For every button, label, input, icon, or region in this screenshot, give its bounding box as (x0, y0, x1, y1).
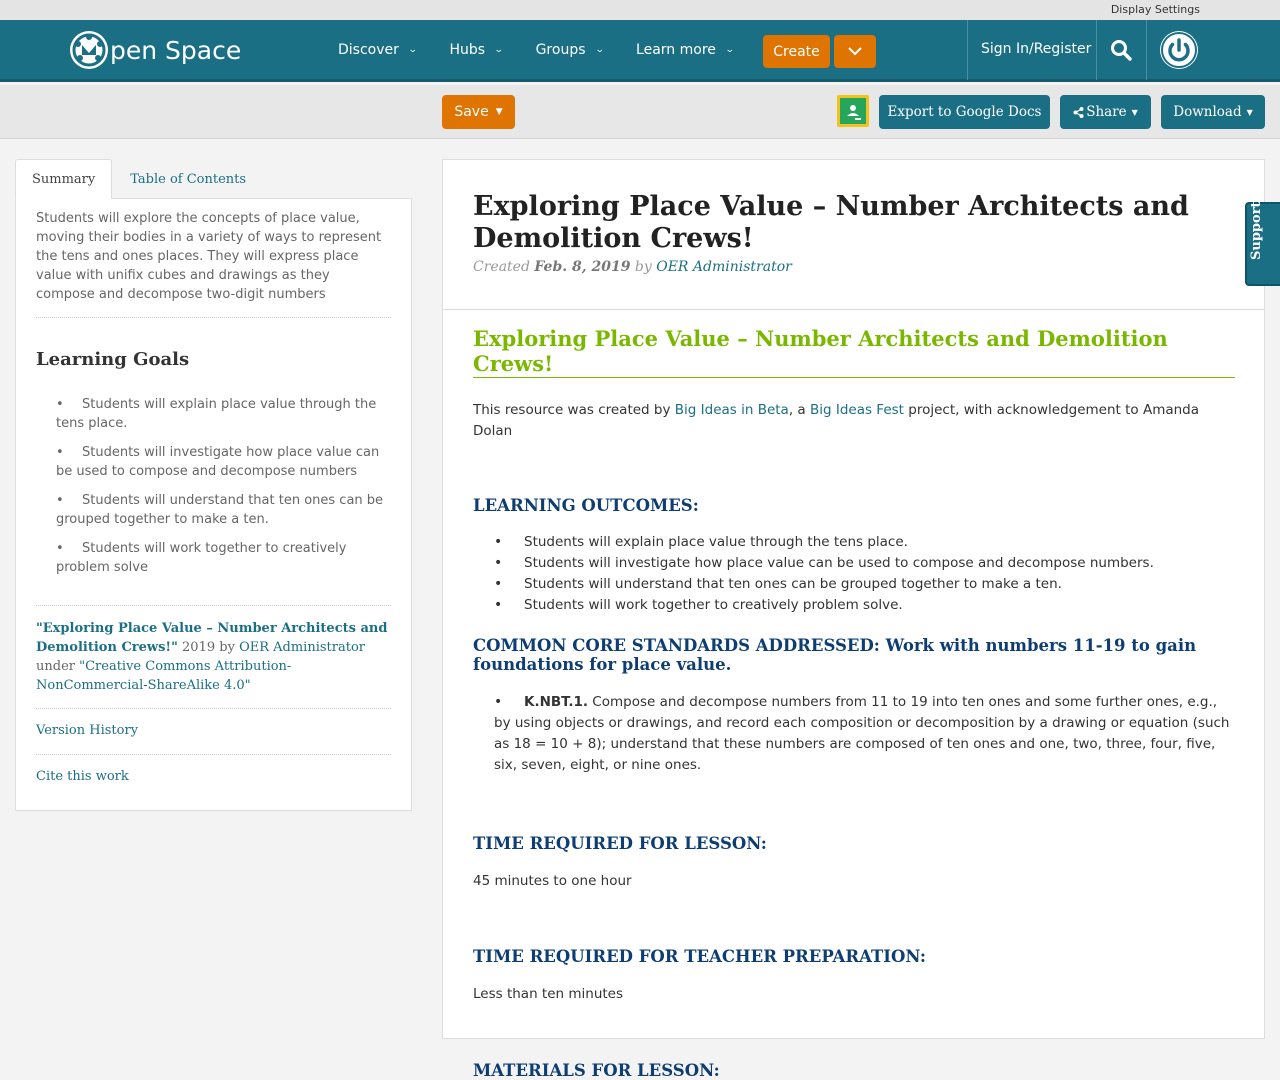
nav-links (338, 42, 766, 58)
caret-down-icon: ▼ (1131, 107, 1138, 117)
resource-toolbar (0, 85, 1280, 139)
materials-heading: MATERIALS FOR LESSON: (473, 1061, 720, 1080)
save-button-label: Save (454, 104, 489, 120)
license-link[interactable]: "Creative Commons Attribution-NonCommercial-ShareAlike 4.0" (36, 659, 292, 693)
share-icon (1073, 107, 1084, 118)
time-text: 45 minutes to one hour (473, 873, 632, 889)
author-link[interactable]: OER Administrator (656, 259, 792, 275)
intro-text: This resource was created by (473, 402, 675, 418)
export-google-docs-button[interactable]: Export to Google Docs (879, 95, 1050, 129)
learning-goals-list (56, 395, 391, 587)
standards-heading: COMMON CORE STANDARDS ADDRESSED: Work with numbers 11-19 to gain foundations for place value. (473, 636, 1197, 674)
created-date: Feb. 8, 2019 (534, 259, 631, 275)
main-navbar (0, 20, 1280, 82)
attribution-author-link[interactable]: OER Administrator (239, 640, 365, 655)
nav-hubs[interactable] (449, 42, 502, 58)
big-ideas-fest-link[interactable]: Big Ideas Fest (809, 402, 904, 418)
nav-divider (967, 20, 968, 80)
nav-discover-label: Discover (338, 42, 399, 58)
resource-body (473, 326, 1235, 1080)
create-dropdown-button[interactable] (834, 35, 876, 68)
sign-in-link[interactable]: Sign In/Register (981, 41, 1092, 57)
big-ideas-in-beta-link[interactable]: Big Ideas in Beta (674, 402, 789, 418)
nav-learn-more-label: Learn more (636, 42, 716, 58)
list-item: • Students will understand that ten ones can be grouped together to make a ten. (56, 491, 391, 529)
utility-bar (0, 0, 1280, 20)
divider (36, 605, 391, 606)
intro-text: project, with acknowledgement to Amanda Dolan (473, 402, 1200, 439)
google-classroom-icon[interactable] (837, 95, 869, 127)
list-item: • Students will work together to creatively problem solve (56, 539, 391, 577)
list-item: • Students will investigate how place value can be used to compose and decompose numbers. (473, 553, 1235, 574)
support-tab[interactable] (1245, 202, 1280, 286)
share-button-label: Share (1086, 104, 1127, 120)
tab-table-of-contents[interactable]: Table of Contents (130, 171, 247, 187)
list-item: • Students will explain place value through the tens place. (56, 395, 391, 433)
outcomes-heading: LEARNING OUTCOMES: (473, 496, 699, 515)
standard-text: Compose and decompose numbers from 11 to 19 into ten ones and some further ones, e.g., by using objects or drawings, and record each composition or decomposition by a drawing or equation (such as 18 = 10 + 8); understand that these numbers are composed of ten ones and one, two, three, four, five, six, seven, eight, or nine ones. (494, 694, 1230, 773)
created-info (473, 259, 792, 275)
nav-hubs-label: Hubs (449, 42, 486, 58)
attribution-year: 2019 by (177, 640, 240, 655)
caret-down-icon: ▼ (495, 107, 503, 117)
prep-heading: TIME REQUIRED FOR TEACHER PREPARATION: (473, 947, 926, 966)
attribution (36, 619, 391, 695)
chevron-down-icon (848, 47, 862, 56)
support-label: Support (1249, 201, 1264, 260)
download-button-label: Download (1173, 104, 1242, 120)
intro-paragraph (473, 400, 1235, 442)
resource-content (442, 159, 1265, 1080)
resource-header (443, 160, 1264, 310)
standards-list (473, 692, 1235, 776)
page-title: Exploring Place Value – Number Architects and Demolition Crews! (473, 191, 1189, 254)
logo-text: pen Space (110, 35, 242, 65)
chevron-down-icon: ⌄ (407, 45, 418, 55)
sidebar-tabs (15, 159, 262, 199)
prep-text: Less than ten minutes (473, 986, 624, 1002)
divider (36, 708, 391, 709)
list-item: • Students will investigate how place value can be used to compose and decompose numbers (56, 443, 391, 481)
site-logo[interactable] (70, 30, 241, 70)
time-heading: TIME REQUIRED FOR LESSON: (473, 834, 767, 853)
search-icon[interactable] (1110, 39, 1132, 65)
list-item: • Students will understand that ten ones can be grouped together to make a ten. (473, 574, 1235, 595)
create-button[interactable]: Create (763, 35, 830, 68)
divider (36, 754, 391, 755)
list-item (473, 692, 1235, 776)
intro-text: , a (788, 402, 810, 418)
nav-groups[interactable] (536, 42, 603, 58)
divider (36, 317, 391, 318)
nav-discover[interactable] (338, 42, 416, 58)
attribution-under: under (36, 659, 80, 674)
nav-divider (1096, 20, 1097, 80)
summary-text: Students will explore the concepts of place value, moving their bodies in a variety of ways to represent the tens and ones places. They will express place value with unifix cubes and drawings as they compose and decompose two-digit numbers (36, 211, 382, 302)
save-button[interactable] (442, 95, 515, 129)
attribution-work-link[interactable]: "Exploring Place Value – Number Architects and Demolition Crews!" (36, 621, 388, 655)
chevron-down-icon: ⌄ (724, 45, 735, 55)
list-item: • Students will work together to creatively problem solve. (473, 595, 1235, 616)
power-icon[interactable] (1160, 31, 1198, 69)
share-button[interactable] (1060, 95, 1151, 129)
created-by: by (630, 259, 657, 275)
caret-down-icon: ▼ (1246, 107, 1253, 117)
version-history-link[interactable]: Version History (36, 723, 139, 738)
section-heading: Exploring Place Value – Number Architects and Demolition Crews! (473, 326, 1235, 378)
download-button[interactable] (1161, 95, 1265, 129)
created-prefix: Created (473, 259, 535, 275)
standard-code: K.NBT.1. (524, 694, 588, 710)
tab-summary[interactable]: Summary (15, 159, 112, 199)
sidebar-panel (15, 198, 412, 811)
outcomes-list (473, 532, 1235, 616)
nav-groups-label: Groups (535, 42, 586, 58)
nav-divider (1146, 20, 1147, 80)
chevron-down-icon: ⌄ (594, 45, 605, 55)
list-item: • Students will explain place value through the tens place. (473, 532, 1235, 553)
nav-learn-more[interactable] (636, 42, 733, 58)
learning-goals-title: Learning Goals (36, 349, 190, 370)
chevron-down-icon: ⌄ (493, 45, 504, 55)
cite-this-work-link[interactable]: Cite this work (36, 769, 129, 784)
display-settings-link[interactable]: Display Settings (1110, 3, 1200, 16)
logo-icon (70, 31, 108, 69)
